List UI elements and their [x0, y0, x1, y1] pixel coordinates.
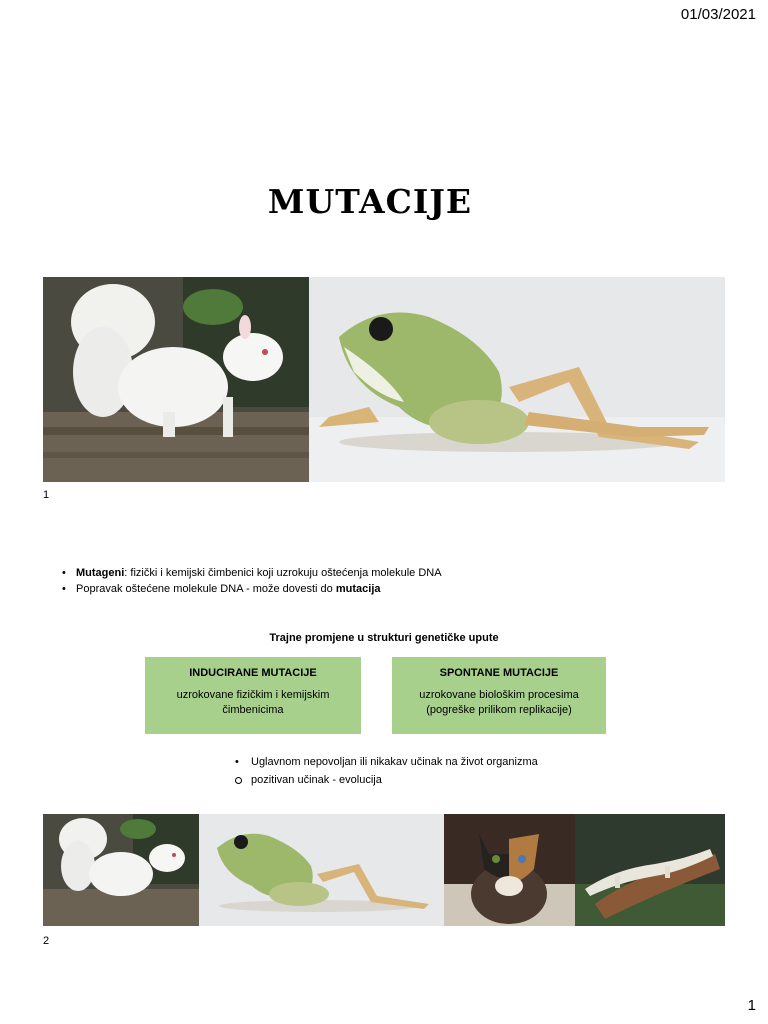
albino-alligator-image: [575, 814, 725, 926]
effect-item: pozitivan učinak - evolucija: [232, 771, 538, 789]
box-text: uzrokovane biološkim procesima (pogreške prilikom replikacije): [419, 689, 579, 716]
bullet-bold-term: mutacija: [335, 583, 381, 595]
bullet-popravak: [60, 581, 442, 597]
slide-number: 2: [43, 935, 50, 947]
white-squirrel-thumb: [43, 814, 199, 926]
bullet-mutageni: [60, 565, 442, 581]
mutation-subheading: Trajne promjene u strukturi genetičke upute: [269, 632, 499, 644]
white-squirrel-image: [43, 277, 309, 482]
mutant-frog-thumb: [199, 814, 444, 926]
date-header: 01/03/2021: [680, 6, 756, 23]
effects-list: [232, 753, 538, 789]
chimera-cat-image: [444, 814, 575, 926]
mutagen-bullets: [60, 565, 442, 597]
slide-title: MUTACIJE: [267, 182, 473, 221]
bullet-text: Popravak oštećene molekule DNA - može dovesti do: [76, 583, 336, 595]
bullet-bold-term: Mutageni: [76, 567, 125, 579]
effect-item: • Uglavnom nepovoljan ili nikakav učinak na život organizma: [232, 753, 538, 771]
box-text: uzrokovane fizičkim i kemijskim čimbenicima: [176, 689, 330, 716]
spontaneous-mutations-box: [392, 657, 606, 734]
slide-number: 1: [43, 489, 50, 501]
bullet-text: : fizički i kemijski čimbenici koji uzrokuju oštećenja molekule DNA: [124, 567, 442, 579]
page-number: 1: [747, 997, 756, 1014]
box-title: INDUCIRANE MUTACIJE: [189, 667, 317, 679]
induced-mutations-box: [145, 657, 361, 734]
mutant-frog-image: [309, 277, 725, 482]
box-title: SPONTANE MUTACIJE: [439, 667, 559, 679]
